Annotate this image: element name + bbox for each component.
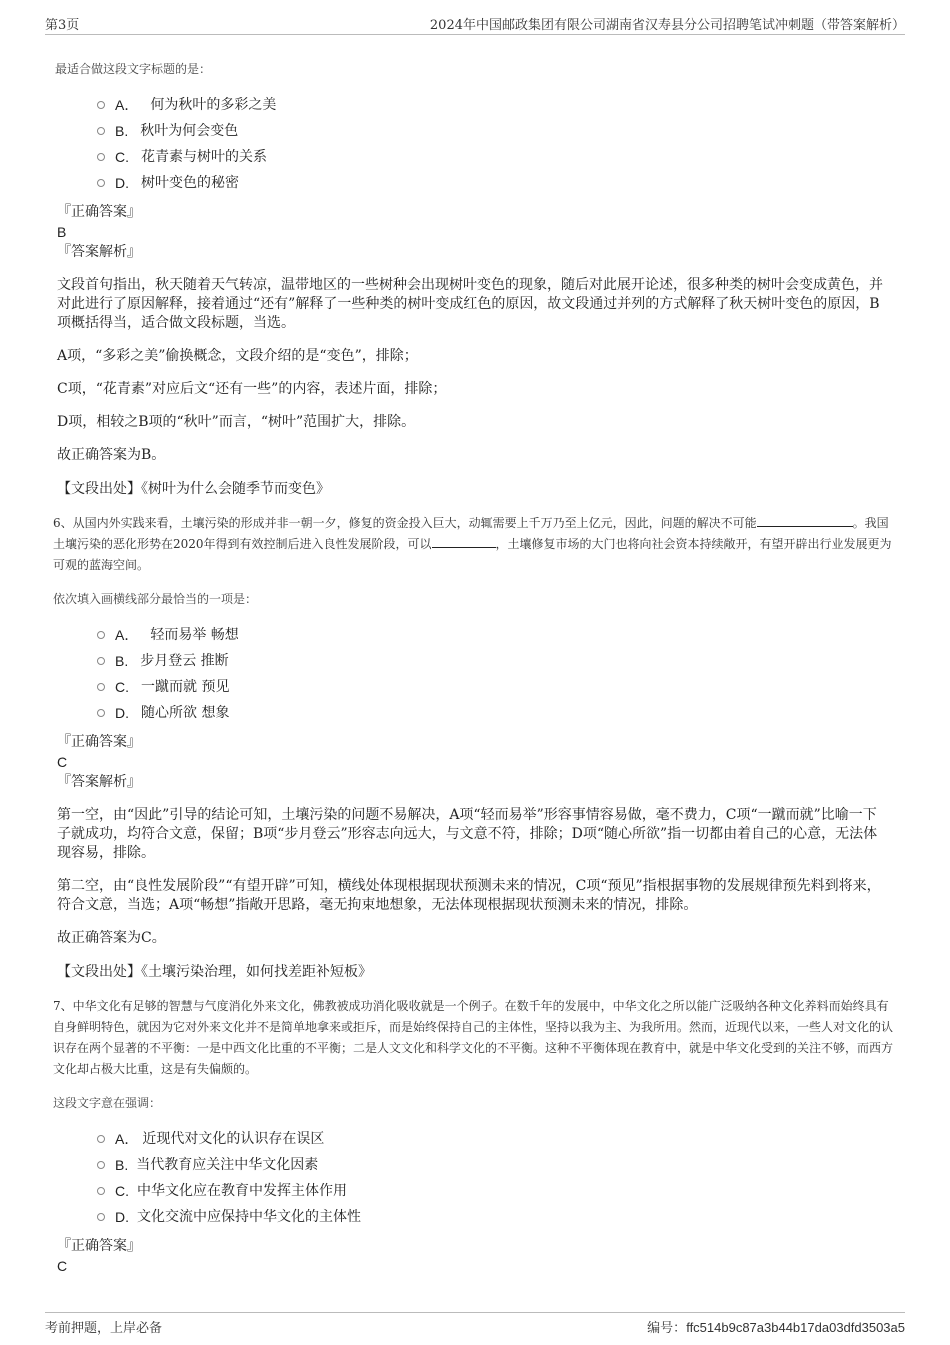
option-text: 文化交流中应保持中华文化的主体性: [137, 1209, 361, 1225]
stem-text: ，土壤修复市场的大门也将向社会资本持续敞开，有望开辟出行业发展更为可观的蓝海空间。: [53, 537, 892, 572]
page-number: 第3页: [45, 18, 80, 33]
fill-blank: [757, 514, 853, 527]
option-text: 一蹴而就 预见: [141, 679, 230, 695]
analysis-paragraph: 第一空，由“因此”引导的结论可知，土壤污染的问题不易解决，A项“轻而易举”形容事情容易做，毫不费力，C项“一蹴而就”比喻一下子就成功，均符合文意，保留；B项“步月登云”形容志向远大，与文意不符，排除；D项“随心所欲”指一切都由着自己的心意，无法体现容易，排除。: [57, 807, 878, 861]
option-letter: B.: [115, 1157, 129, 1173]
question-prompt: 依次填入画横线部分最恰当的一项是：: [53, 592, 258, 606]
radio-icon[interactable]: [97, 709, 105, 717]
option-text: 花青素与树叶的关系: [141, 149, 267, 165]
fill-blank: [432, 535, 496, 548]
analysis-label: 『答案解析』: [57, 244, 141, 260]
radio-icon[interactable]: [97, 1213, 105, 1221]
radio-icon[interactable]: [97, 1187, 105, 1195]
radio-icon[interactable]: [97, 657, 105, 665]
analysis-paragraph: 故正确答案为B。: [57, 447, 166, 463]
option-b[interactable]: [97, 1152, 895, 1178]
analysis-paragraph: 故正确答案为C。: [57, 930, 166, 946]
question-7: [55, 996, 895, 1276]
stem-text: 。我国土壤污染的恶化形势在2020年得到有效控制后进入良性发展阶段，可以: [53, 516, 889, 551]
page-footer: [45, 1312, 905, 1337]
passage-source: 【文段出处】《树叶为什么会随季节而变色》: [57, 481, 330, 497]
option-text: 当代教育应关注中华文化因素: [136, 1157, 319, 1173]
option-d[interactable]: [97, 1204, 895, 1230]
option-list: [97, 92, 895, 196]
option-b[interactable]: [97, 648, 895, 674]
option-text: 轻而易举 畅想: [150, 627, 239, 643]
radio-icon[interactable]: [97, 631, 105, 639]
id-code: ffc514b9c87a3b44b17da03dfd3503a5: [686, 1320, 905, 1335]
option-b[interactable]: [97, 118, 895, 144]
option-text: 中华文化应在教育中发挥主体作用: [137, 1183, 347, 1199]
radio-icon[interactable]: [97, 101, 105, 109]
passage-source: 【文段出处】《土壤污染治理，如何找差距补短板》: [57, 964, 372, 980]
option-c[interactable]: [97, 1178, 895, 1204]
option-list: [97, 622, 895, 726]
correct-answer-value: B: [57, 224, 67, 240]
correct-answer-value: C: [57, 754, 68, 770]
option-c[interactable]: [97, 674, 895, 700]
option-letter: A．: [115, 97, 139, 113]
document-id: [647, 1317, 905, 1336]
option-letter: C.: [115, 679, 129, 695]
option-letter: B.: [115, 123, 129, 139]
option-text: 近现代对文化的认识存在误区: [142, 1131, 325, 1147]
radio-icon[interactable]: [97, 683, 105, 691]
id-label: 编号：: [647, 1321, 687, 1336]
analysis-paragraph: A项，“多彩之美”偷换概念，文段介绍的是“变色”，排除；: [57, 348, 418, 364]
footer-slogan: 考前押题，上岸必备: [45, 1321, 163, 1336]
radio-icon[interactable]: [97, 153, 105, 161]
option-a[interactable]: [97, 92, 895, 118]
option-text: 秋叶为何会变色: [140, 123, 239, 139]
option-letter: D.: [115, 1209, 129, 1225]
option-letter: C.: [115, 149, 129, 165]
radio-icon[interactable]: [97, 179, 105, 187]
question-5: [55, 60, 895, 499]
option-text: 何为秋叶的多彩之美: [150, 97, 277, 113]
analysis-paragraph: 第二空，由“良性发展阶段”“有望开辟”可知，横线处体现根据现状预测未来的情况，C项“预见”指根据事物的发展规律预先料到将来，符合文意，当选；A项“畅想”指敞开思路，毫无拘束地想象，无法体现根据现状预测未来的情况，排除。: [57, 878, 881, 913]
radio-icon[interactable]: [97, 1161, 105, 1169]
stem-text: 6、从国内外实践来看，土壤污染的形成并非一朝一夕，修复的资金投入巨大，动辄需要上千万乃至上亿元，因此，问题的解决不可能: [53, 516, 757, 530]
correct-answer-label: 『正确答案』: [57, 204, 141, 220]
option-d[interactable]: [97, 700, 895, 726]
option-list: [97, 1126, 895, 1230]
analysis-label: 『答案解析』: [57, 774, 141, 790]
question-stem: [53, 513, 895, 576]
option-a[interactable]: [97, 1126, 895, 1152]
correct-answer-label: 『正确答案』: [57, 734, 141, 750]
question-6: [55, 513, 895, 982]
option-letter: A．: [115, 1131, 139, 1147]
document-title: 2024年中国邮政集团有限公司湖南省汉寿县分公司招聘笔试冲刺题（带答案解析）: [429, 18, 905, 33]
page-content: [55, 60, 895, 1276]
analysis-paragraph: D项，相较之B项的“秋叶”而言，“树叶”范围扩大，排除。: [57, 414, 416, 430]
page-header: [45, 14, 905, 35]
radio-icon[interactable]: [97, 1135, 105, 1143]
option-d[interactable]: [97, 170, 895, 196]
option-text: 步月登云 推断: [140, 653, 229, 669]
analysis-paragraph: 文段首句指出，秋天随着天气转凉，温带地区的一些树种会出现树叶变色的现象，随后对此展开论述，很多种类的树叶会变成黄色，并对此进行了原因解释，接着通过“还有”解释了一些种类的树叶变成红色的原因，故文段通过并列的方式解释了秋天树叶变色的原因，B项概括得当，适合做文段标题，当选。: [57, 277, 883, 331]
correct-answer-label: 『正确答案』: [57, 1238, 141, 1254]
question-prompt: 最适合做这段文字标题的是：: [55, 62, 212, 76]
option-letter: C.: [115, 1183, 129, 1199]
analysis-paragraph: C项，“花青素”对应后文“还有一些”的内容，表述片面，排除；: [57, 381, 447, 397]
question-stem: 7、中华文化有足够的智慧与气度消化外来文化，佛教被成功消化吸收就是一个例子。在数千年的发展中，中华文化之所以能广泛吸纳各种文化养料而始终具有自身鲜明特色，就因为它对外来文化并不是简单地拿来或拒斥，而是始终保持自己的主体性，坚持以我为主、为我所用。然而，近现代以来，一些人对文化的认识存在两个显著的不平衡：一是中西文化比重的不平衡；二是人文文化和科学文化的不平衡。这种不平衡体现在教育中，就是中华文化受到的关注不够，而西方文化却占极大比重，这是有失偏颇的。: [53, 999, 894, 1076]
option-text: 树叶变色的秘密: [141, 175, 239, 191]
option-letter: B.: [115, 653, 129, 669]
option-c[interactable]: [97, 144, 895, 170]
correct-answer-value: C: [57, 1258, 68, 1274]
question-prompt: 这段文字意在强调：: [53, 1096, 162, 1110]
option-letter: A．: [115, 627, 139, 643]
radio-icon[interactable]: [97, 127, 105, 135]
option-a[interactable]: [97, 622, 895, 648]
option-letter: D.: [115, 175, 129, 191]
option-text: 随心所欲 想象: [141, 705, 230, 721]
option-letter: D.: [115, 705, 129, 721]
